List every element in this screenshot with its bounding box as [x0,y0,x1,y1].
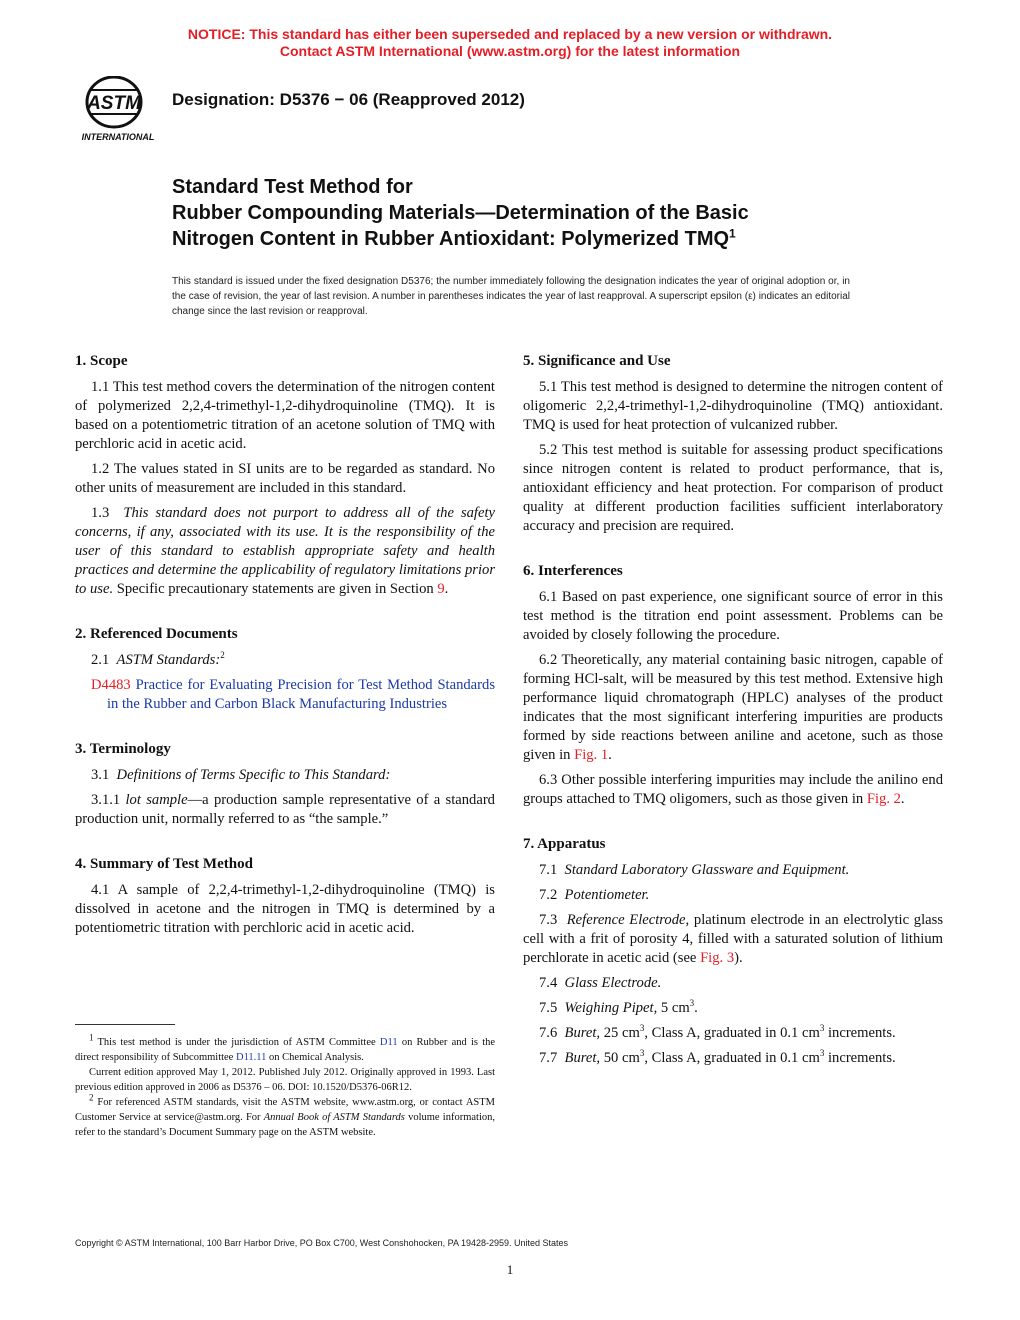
section-1-heading: 1. Scope [75,353,128,369]
para-5-2: 5.2 This test method is suitable for assessing product specifications since nitrogen content is related to product performance, that is, antioxidant efficiency and heat protection. For comparison of product quality at different production facilities sufficient interlaboratory accuracy and precision are required. [523,442,943,534]
para-3-1-1: 3.1.1 lot sample—a production sample representative of a standard production unit, normally referred to as “the sample.” [75,792,495,827]
title-line-1: Standard Test Method for [172,176,413,198]
para-7-6: 7.6 Buret, 25 $cm^3$, Class A, graduated in 0.1 $cm^3$ increments. [539,1023,896,1041]
notice-banner [0,26,1020,60]
section-3-heading: 3. Terminology [75,741,171,757]
logo-mark: ASTM [87,93,141,114]
astm-logo [76,76,160,144]
para-1-1: 1.1 This test method covers the determination of the nitrogen content of polymerized 2,2,4-trimethyl-1,2-dihydroquinoline (TMQ). It is based on a potentiometric titration of an acetone solution of TMQ with perchloric acid in acetic acid. [75,379,495,452]
subcommittee-d11-11-link[interactable]: D11.11 [235,1052,267,1063]
para-5-1: 5.1 This test method is designed to determine the nitrogen content of oligomeric 2,2,4-trimethyl-1,2-dihydroquinoline (TMQ) antioxidant. TMQ is used for heat protection of vulcanized rubber. [523,379,943,433]
section-7-heading: 7. Apparatus [523,836,606,852]
fig-2-link[interactable]: Fig. 2 [866,791,901,807]
document-title [172,174,912,252]
para-4-1: 4.1 A sample of 2,2,4-trimethyl-1,2-dihydroquinoline (TMQ) is dissolved in acetone and the nitrogen in TMQ is determined by a potentiometric titration with perchloric acid in acetic acid. [75,882,495,936]
right-column [523,352,943,1074]
para-7-1: 7.1 Standard Laboratory Glassware and Equipment. [539,862,850,878]
left-column [75,352,495,944]
para-7-7: 7.7 Buret, 50 $cm^3$, Class A, graduated in 0.1 $cm^3$ increments. [539,1048,896,1066]
notice-line-2: Contact ASTM International (www.astm.org) for the latest information [279,43,741,59]
page-number: 1 [506,1262,514,1277]
footnote-1-edition: Current edition approved May 1, 2012. Published July 2012. Originally approved in 1993. Last previous edition approved in 2006 as D5376 – 06. DOI: 10.1520/D5376-06R12. [75,1067,495,1093]
title-line-3: Nitrogen Content in Rubber Antioxidant: Polymerized TMQ [172,228,730,250]
reference-code: D4483 [91,677,131,693]
fig-1-link[interactable]: Fig. 1 [574,747,609,763]
para-1-3: 1.3 This standard does not purport to address all of the safety concerns, if any, associated with its use. It is the responsibility of the user of this standard to establish appropriate safety and health practices and determine the applicability of regulatory limitations prior to use. Specific precautionary statements are given in Section 9. [75,505,495,597]
para-6-1: 6.1 Based on past experience, one significant source of error in this test method is the titration end point assessment. Problems can be avoided by closely following the procedure. [523,589,943,643]
footnotes [75,1024,495,1140]
para-7-3: 7.3 Reference Electrode, platinum electrode in an electrolytic glass cell with a frit of porosity 4, filled with a saturated solution of lithium perchlorate in acetic acid (see Fig. 3). [523,912,943,966]
logo-subtext: INTERNATIONAL [81,132,155,142]
title-line-2: Rubber Compounding Materials—Determination of the Basic [172,202,749,224]
section-9-link[interactable]: 9 [437,581,445,597]
section-5-heading: 5. Significance and Use [523,353,671,369]
para-6-2: 6.2 Theoretically, any material containing basic nitrogen, capable of forming HCl-salt, will be measured by this test method. Extensive high performance liquid chromatograph (HPLC) analyses of the product indicates that the most significant interfering impurities are products formed by side reactions between aniline and acetone, such as those given in Fig. 1. [523,652,943,763]
section-4-heading: 4. Summary of Test Method [75,856,253,872]
footnote-1: $^1$ This test method is under the jurisdiction of ASTM Committee D11 on Rubber and is the direct responsibility of Subcommittee D11.11 on Chemical Analysis. [75,1032,496,1063]
para-6-3: 6.3 Other possible interfering impurities may include the anilino end groups attached to TMQ oligomers, such as those given in Fig. 2. [523,772,943,807]
footnote-2: $^2$ For referenced ASTM standards, visit the ASTM website, www.astm.org, or contact ASTM Customer Service at service@astm.org. For Annual Book of ASTM Standards volume information, refer to the standard’s Document Summary page on the ASTM website. [75,1092,495,1138]
fig-3-link[interactable]: Fig. 3 [700,950,735,966]
para-7-4: 7.4 Glass Electrode. [539,975,662,991]
para-7-2: 7.2 Potentiometer. [539,887,650,903]
section-6-heading: 6. Interferences [523,563,623,579]
para-3-1: 3.1 Definitions of Terms Specific to This Standard: [91,767,391,783]
designation: Designation: D5376 − 06 (Reapproved 2012) [172,90,525,109]
para-7-5: 7.5 Weighing Pipet, 5 $cm^3$. [539,998,698,1016]
para-2-1: 2.1 ASTM Standards:$^2$ [91,650,225,668]
copyright: Copyright © ASTM International, 100 Barr Harbor Drive, PO Box C700, West Conshohocken, PA 19428-2959. United States [75,1238,569,1248]
section-2-heading: 2. Referenced Documents [75,626,238,642]
reference-d4483[interactable] [75,676,495,714]
notice-line-1: NOTICE: This standard has either been superseded and replaced by a new version or withdrawn. [187,26,833,42]
para-1-2: 1.2 The values stated in SI units are to be regarded as standard. No other units of measurement are included in this standard. [75,461,495,496]
footnote-rule [75,1024,175,1025]
reference-title: Practice for Evaluating Precision for Test Method Standards in the Rubber and Carbon Black Manufacturing Industries [107,677,495,712]
issue-note: This standard is issued under the fixed designation D5376; the number immediately following the designation indicates the year of original adoption or, in the case of revision, the year of last revision. A number in parentheses indicates the year of last reapproval. A superscript epsilon (ε) indicates an editorial change since the last revision or reapproval. [172,276,850,317]
committee-d11-link[interactable]: D11 [379,1037,398,1048]
title-footnote-mark: 1 [729,226,736,241]
safety-statement: This standard does not purport to address all of the safety concerns, if any, associated with its use. It is the responsibility of the user of this standard to establish appropriate safety and health practices and determine the applicability of regulatory limitations prior to use. [75,505,495,597]
